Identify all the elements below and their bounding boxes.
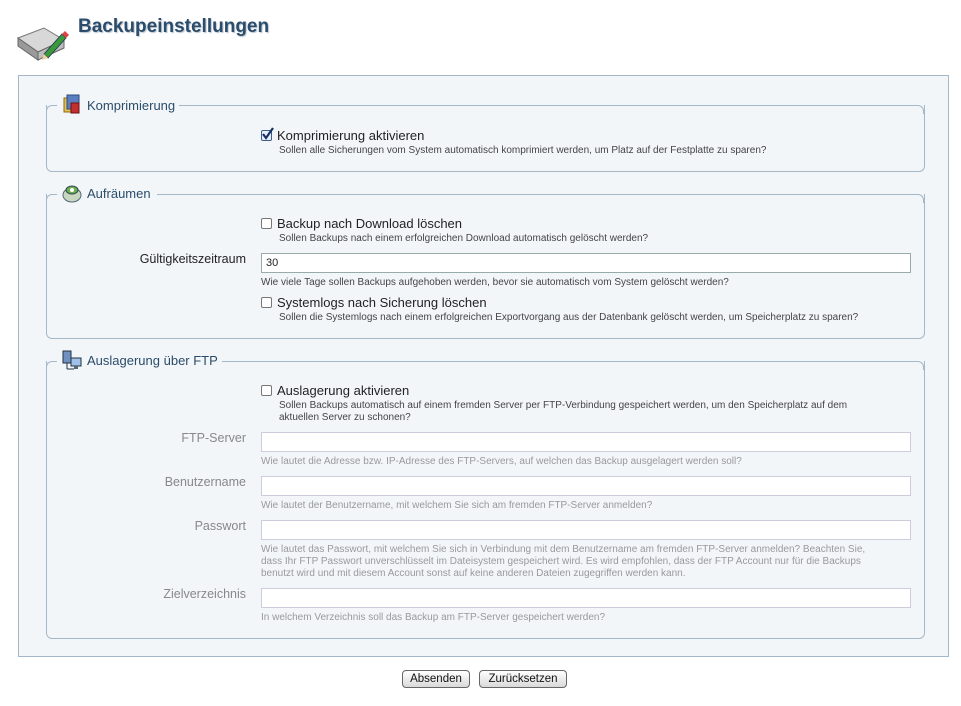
compression-enable-checkbox[interactable]	[261, 130, 272, 141]
ftp-password-desc-line2: dass Ihr FTP Passwort unverschlüsselt im Dateisystem gespeichert wird. Es wird empfohlen, dass der FTP Account nur für die Backups	[261, 556, 861, 567]
delete-after-download-checkbox[interactable]	[261, 218, 272, 229]
ftp-password-desc-line3: benutzt wird und mit diesem Account sonst auf keine anderen Dateien zugegriffen werden kann.	[261, 568, 686, 579]
ftp-server-desc: Wie lautet die Adresse bzw. IP-Adresse des FTP-Servers, auf welchen das Backup ausgelagert werden soll?	[261, 456, 742, 467]
cleanup-recycle-icon	[61, 182, 83, 204]
legend-compression-label: Komprimierung	[87, 97, 176, 113]
ftp-enable-row[interactable]	[261, 383, 409, 398]
fieldset-compression-corner-right	[179, 105, 924, 114]
ftp-enable-checkbox[interactable]	[261, 385, 272, 396]
ftp-directory-desc: In welchem Verzeichnis soll das Backup am FTP-Server gespeichert werden?	[261, 612, 606, 623]
compression-enable-desc: Sollen alle Sicherungen vom System automatisch komprimiert werden, um Platz auf der Festplatte zu sparen?	[279, 145, 767, 156]
retention-label: Gültigkeitszeitraum	[139, 252, 246, 266]
reset-button[interactable]: Zurücksetzen	[479, 670, 567, 688]
ftp-server-input[interactable]	[261, 432, 911, 452]
ftp-username-input[interactable]	[261, 476, 911, 496]
ftp-network-computer-icon	[61, 349, 83, 371]
legend-compression	[57, 94, 179, 116]
ftp-directory-label: Zielverzeichnis	[163, 587, 246, 601]
delete-logs-row[interactable]	[261, 295, 487, 310]
ftp-password-label: Passwort	[194, 519, 246, 533]
backup-drive-pencil-icon	[14, 16, 70, 68]
delete-after-download-label[interactable]: Backup nach Download löschen	[277, 216, 463, 231]
delete-logs-label[interactable]: Systemlogs nach Sicherung löschen	[277, 295, 487, 310]
legend-ftp	[57, 349, 222, 371]
page-title: Backupeinstellungen	[78, 16, 270, 37]
compression-package-icon	[61, 94, 83, 116]
settings-form	[18, 75, 949, 657]
legend-cleanup-label: Aufräumen	[87, 185, 151, 201]
delete-logs-desc: Sollen die Systemlogs nach einem erfolgreichen Exportvorgang aus der Datenbank gelöscht werden, um Speicherplatz zu sparen?	[279, 312, 859, 323]
compression-enable-label[interactable]: Komprimierung aktivieren	[277, 128, 425, 143]
delete-logs-checkbox[interactable]	[261, 297, 272, 308]
ftp-enable-desc-line1: Sollen Backups automatisch auf einem fremden Server per FTP-Verbindung gespeichert werden, um den Speicherplatz auf dem	[279, 400, 848, 411]
ftp-username-label: Benutzername	[164, 475, 246, 489]
ftp-username-desc: Wie lautet der Benutzername, mit welchem Sie sich am fremden FTP-Server anmelden?	[261, 500, 653, 511]
retention-desc: Wie viele Tage sollen Backups aufgehoben werden, bevor sie automatisch vom System gelöscht werden?	[261, 277, 729, 288]
delete-after-download-row[interactable]	[261, 216, 462, 231]
ftp-enable-label[interactable]: Auslagerung aktivieren	[277, 383, 410, 398]
submit-button[interactable]: Absenden	[402, 670, 470, 688]
retention-input[interactable]: 30	[261, 253, 911, 273]
compression-enable-row[interactable]	[261, 128, 424, 143]
ftp-server-label: FTP-Server	[181, 431, 246, 445]
delete-after-download-desc: Sollen Backups nach einem erfolgreichen Download automatisch gelöscht werden?	[279, 233, 649, 244]
ftp-password-input[interactable]	[261, 520, 911, 540]
ftp-password-desc-line1: Wie lautet das Passwort, mit welchem Sie sich in Verbindung mit dem Benutzername am fremden FTP-Server anmelden? Beachten Sie,	[261, 544, 866, 555]
fieldset-ftp-corner-right	[219, 361, 924, 370]
page-header	[0, 0, 961, 70]
fieldset-cleanup-corner-right	[157, 194, 924, 203]
legend-ftp-label: Auslagerung über FTP	[87, 352, 218, 368]
ftp-directory-input[interactable]	[261, 588, 911, 608]
legend-cleanup	[57, 182, 155, 204]
ftp-enable-desc-line2: aktuellen Server zu schonen?	[279, 412, 411, 423]
